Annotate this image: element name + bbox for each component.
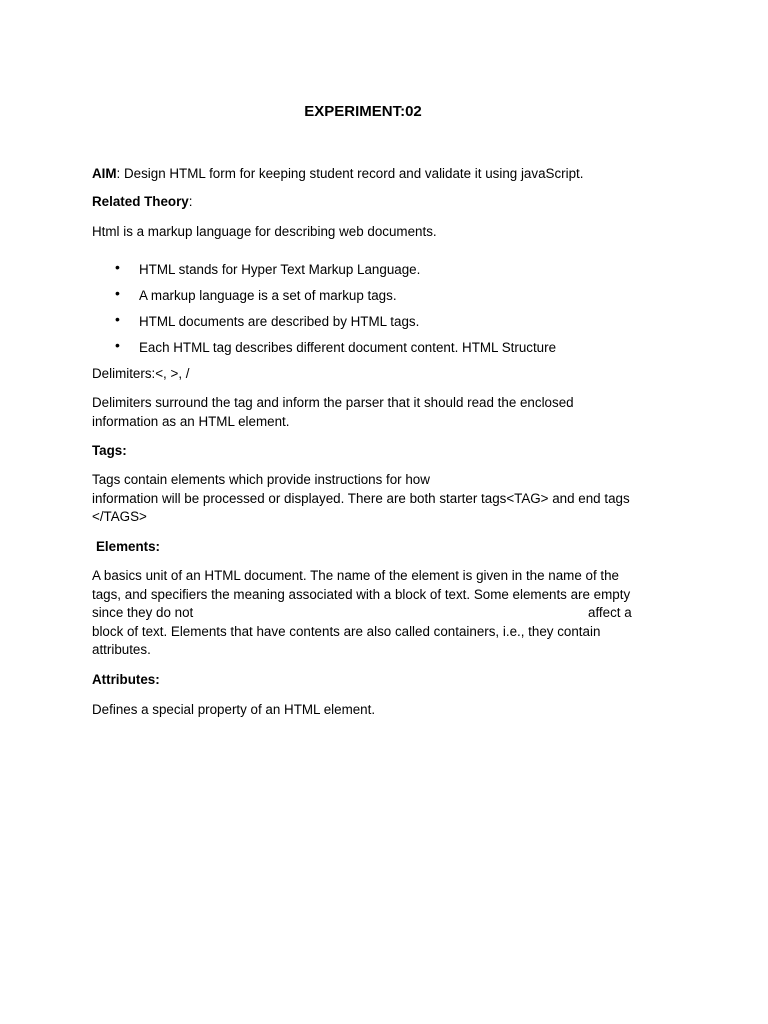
attributes-heading: Attributes: — [92, 672, 160, 687]
elements-line: attributes. — [92, 642, 151, 657]
elements-line: block of text. Elements that have contents are also called containers, i.e., they contain — [92, 624, 601, 639]
elements-line: tags, and specifiers the meaning associated with a block of text. Some elements are empty — [92, 587, 631, 602]
list-item: HTML stands for Hyper Text Markup Language. — [139, 262, 421, 277]
tags-line: information will be processed or displayed. There are both starter tags<TAG> and end tags — [92, 491, 630, 506]
list-item: A markup language is a set of markup tags. — [139, 288, 397, 303]
delimiters-heading: Delimiters:<, >, / — [92, 366, 190, 381]
tags-line: Tags contain elements which provide instructions for how — [92, 472, 430, 487]
related-theory-label: Related Theory — [92, 194, 189, 209]
attributes-text: Defines a special property of an HTML element. — [92, 702, 376, 717]
page-title: EXPERIMENT:02 — [304, 103, 422, 120]
aim-text: : Design HTML form for keeping student record and validate it using javaScript. — [116, 166, 584, 181]
list-item: HTML documents are described by HTML tags. — [139, 314, 420, 329]
related-theory-suffix: : — [188, 194, 193, 209]
tags-line: </TAGS> — [92, 509, 147, 524]
elements-line: since they do not — [92, 605, 194, 620]
bullet-marker: • — [115, 311, 120, 327]
aim-line — [92, 164, 583, 183]
elements-line: A basics unit of an HTML document. The name of the element is given in the name of the — [92, 568, 619, 583]
bullet-marker: • — [115, 259, 120, 275]
delimiters-line: Delimiters surround the tag and inform the parser that it should read the enclosed — [92, 395, 574, 410]
tags-heading: Tags: — [92, 443, 127, 458]
bullet-marker: • — [115, 337, 120, 353]
aim-label: AIM — [92, 166, 117, 181]
intro-text: Html is a markup language for describing web documents. — [92, 224, 437, 239]
delimiters-line: information as an HTML element. — [92, 414, 290, 429]
elements-heading: Elements: — [96, 539, 160, 554]
bullet-marker: • — [115, 285, 120, 301]
list-item: Each HTML tag describes different document content. HTML Structure — [139, 340, 557, 355]
elements-line-right: affect a — [588, 605, 632, 620]
related-theory-heading — [92, 192, 192, 211]
